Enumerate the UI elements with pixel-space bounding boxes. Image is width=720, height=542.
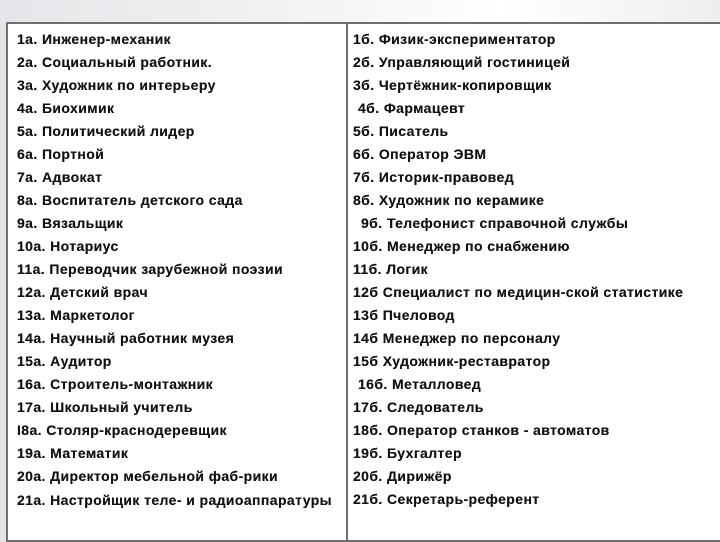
list-item: 12б Специалист по медицин-ской статистике [353, 284, 684, 300]
left-column [17, 28, 342, 540]
column-divider [346, 24, 348, 540]
list-item: 9а. Вязальщик [17, 215, 124, 231]
list-item: 13а. Маркетолог [17, 307, 135, 323]
list-item: 7б. Историк-правовед [353, 169, 514, 185]
list-item: 17б. Следователь [353, 399, 484, 415]
list-item: 15б Художник-реставратор [353, 353, 551, 369]
list-item: 2б. Управляющий гостиницей [353, 54, 571, 70]
right-column [353, 28, 720, 540]
list-item: 13б Пчеловод [353, 307, 455, 323]
list-item: 19б. Бухгалтер [353, 445, 462, 461]
list-item: 4б. Фармацевт [358, 100, 466, 116]
list-item: I8а. Столяр-краснодеревщик [17, 422, 227, 438]
list-item: 5а. Политический лидер [17, 123, 195, 139]
list-item: 10б. Менеджер по снабжению [353, 238, 570, 254]
list-item: 11а. Переводчик зарубежной поэзии [17, 261, 283, 277]
list-item: 18б. Оператор станков ‑ автоматов [353, 422, 610, 438]
list-item: 9б. Телефонист справочной службы [361, 215, 629, 231]
list-item: 4а. Биохимик [17, 100, 115, 116]
list-item: 7а. Адвокат [17, 169, 103, 185]
list-item: 1а. Инженер-механик [17, 31, 172, 47]
list-item: 21а. Настройщик теле- и радиоаппаратуры [17, 492, 333, 508]
list-item: 10а. Нотариус [17, 238, 119, 254]
list-item: 3б. Чертёжник-копировщик [353, 77, 552, 93]
list-item: 14б Менеджер по персоналу [353, 330, 561, 346]
list-item: 3а. Художник по интерьеру [17, 77, 216, 93]
list-item: 14а. Научный работник музея [17, 330, 235, 346]
list-item: 15а. Аудитор [17, 353, 112, 369]
list-item: 21б. Секретарь-референт [353, 491, 540, 507]
professions-table [6, 22, 720, 542]
list-item: 17а. Школьный учитель [17, 399, 193, 415]
list-item: 2а. Социальный работник. [17, 54, 213, 70]
list-item: 6б. Оператор ЭВМ [353, 146, 487, 162]
list-item: 8а. Воспитатель детского сада [17, 192, 243, 208]
list-item: 1б. Физик-экспериментатор [353, 31, 556, 47]
list-item: 16а. Строитель-монтажник [17, 376, 214, 392]
list-item: 6а. Портной [17, 146, 105, 162]
list-item: 5б. Писатель [353, 123, 449, 139]
list-item: 8б. Художник по керамике [353, 192, 545, 208]
list-item: 20а. Директор мебельной фаб-рики [17, 468, 279, 484]
list-item: 16б. Металловед [358, 376, 482, 392]
list-item: 11б. Логик [353, 261, 429, 277]
list-item: 20б. Дирижёр [353, 468, 452, 484]
list-item: 19а. Математик [17, 445, 129, 461]
list-item: 12а. Детский врач [17, 284, 148, 300]
